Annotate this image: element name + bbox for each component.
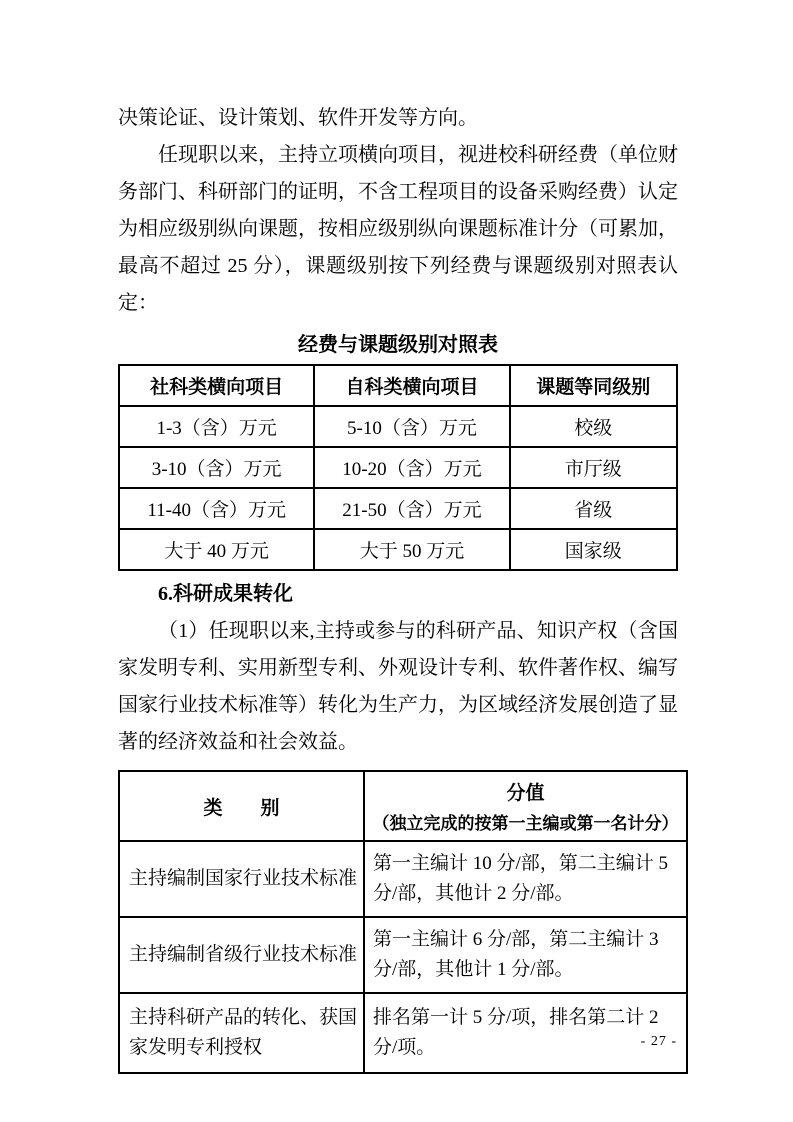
t1-cell: 11-40（含）万元	[119, 488, 314, 529]
table1-title: 经费与课题级别对照表	[298, 334, 498, 356]
table-header-row	[119, 771, 687, 841]
t2-header-score-label: 分值	[506, 783, 545, 804]
t2-header-score	[364, 771, 687, 841]
t1-cell: 10-20（含）万元	[314, 447, 509, 488]
paragraph-achievement-transfer: （1）任现职以来,主持或参与的科研产品、知识产权（含国家发明专利、实用新型专利、外观设计专利、软件著作权、编写国家行业技术标准等）转化为生产力，为区域经济发展创造了显著的经济效益和社会效益。	[118, 620, 678, 753]
section-6-heading: 6.科研成果转化	[158, 583, 293, 605]
table-row	[119, 993, 687, 1073]
t1-cell: 校级	[510, 406, 677, 447]
t2-score-cell: 第一主编计 10 分/部，第二主编计 5 分/部，其他计 2 分/部。	[364, 841, 687, 917]
t2-header-score-note: （独立完成的按第一主编或第一名计分）	[372, 814, 679, 833]
table-row	[119, 917, 687, 993]
table-row	[119, 841, 687, 917]
t1-cell: 省级	[510, 488, 677, 529]
t2-score-cell: 第一主编计 6 分/部，第二主编计 3 分/部，其他计 1 分/部。	[364, 917, 687, 993]
t1-cell: 大于 50 万元	[314, 529, 509, 570]
t1-cell: 21-50（含）万元	[314, 488, 509, 529]
t1-cell: 5-10（含）万元	[314, 406, 509, 447]
t2-category-cell: 主持编制国家行业技术标准	[119, 841, 364, 917]
t2-category-cell: 主持编制省级行业技术标准	[119, 917, 364, 993]
table-row	[119, 529, 677, 570]
t2-score-cell: 排名第一计 5 分/项，排名第二计 2 分/项。	[364, 993, 687, 1073]
paragraph-continuation: 决策论证、设计策划、软件开发等方向。	[118, 107, 478, 129]
table-row	[119, 406, 677, 447]
t2-header-category: 类 别	[119, 771, 364, 841]
table-row	[119, 447, 677, 488]
funding-level-table	[118, 364, 678, 571]
score-table	[118, 770, 688, 1074]
table-header-row	[119, 365, 677, 406]
t1-header-equivalent-level: 课题等同级别	[510, 365, 677, 406]
t1-header-natural-science: 自科类横向项目	[314, 365, 509, 406]
t1-cell: 市厅级	[510, 447, 677, 488]
paragraph-funding-rules: 任现职以来，主持立项横向项目，视进校科研经费（单位财务部门、科研部门的证明，不含工程项目的设备采购经费）认定为相应级别纵向课题，按相应级别纵向课题标准计分（可累加，最高不超过 25 分），课题级别按下列经费与课题级别对照表认定：	[118, 144, 678, 314]
t1-cell: 1-3（含）万元	[119, 406, 314, 447]
t1-cell: 国家级	[510, 529, 677, 570]
document-content	[118, 100, 678, 1074]
table-row	[119, 488, 677, 529]
t2-category-cell: 主持科研产品的转化、获国家发明专利授权	[119, 993, 364, 1073]
t1-header-social-science: 社科类横向项目	[119, 365, 314, 406]
t1-cell: 大于 40 万元	[119, 529, 314, 570]
page-number: - 27 -	[640, 1034, 677, 1049]
t1-cell: 3-10（含）万元	[119, 447, 314, 488]
